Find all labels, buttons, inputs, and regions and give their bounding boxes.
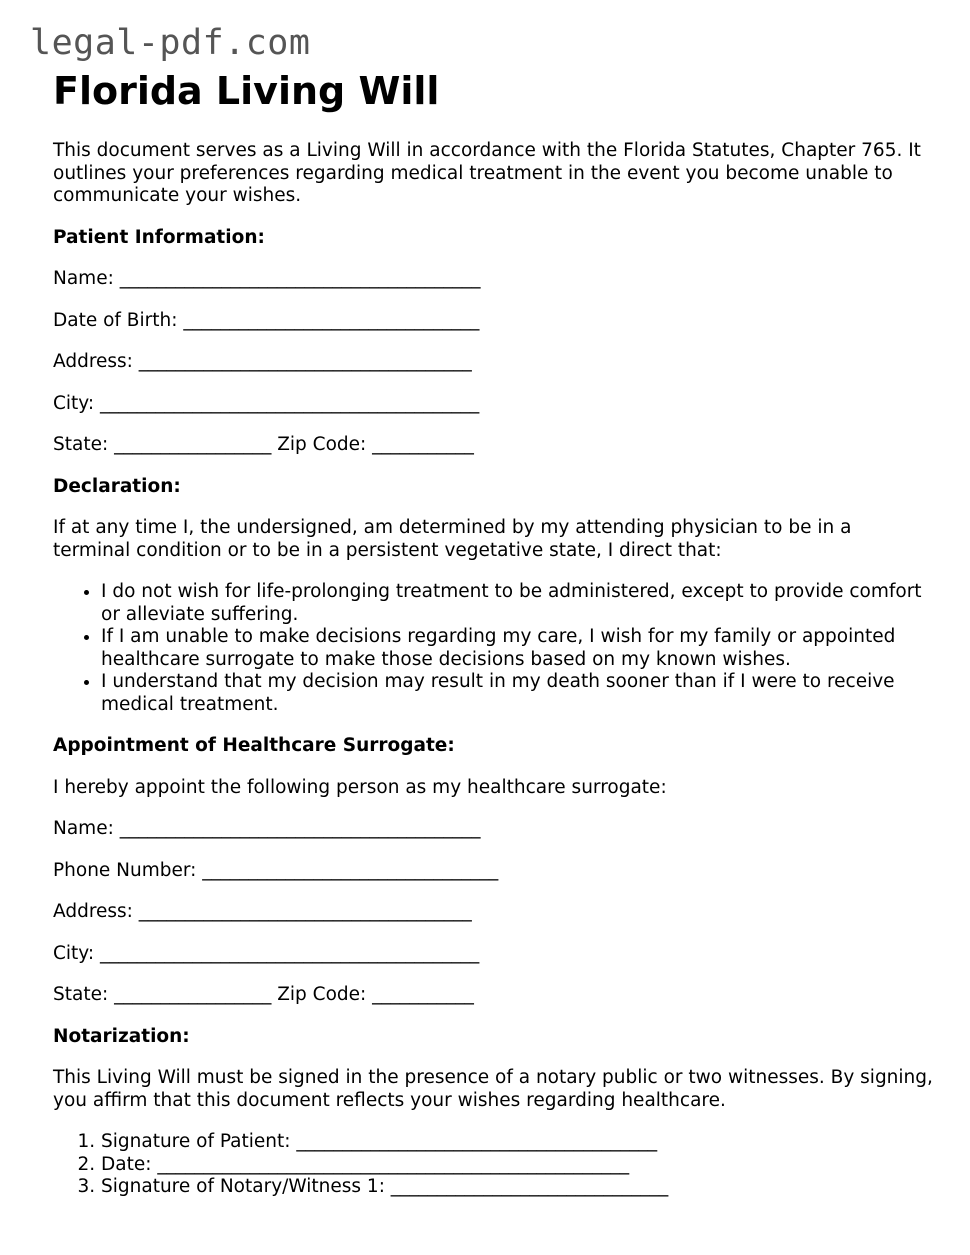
declaration-statement: If at any time I, the undersigned, am determined by my attending physician to be in a terminal condition or to be in a persistent vegetative state, I direct that: [53, 517, 852, 561]
intro-paragraph: This document serves as a Living Will in accordance with the Florida Statutes, Chapter 765. It outlines your preferences regarding medical treatment in the event you become unable to communicate your wishes. [53, 140, 921, 206]
surrogate-address-field[interactable]: Address: ____________________________________ [53, 901, 472, 922]
signature-patient-field[interactable]: 1. Signature of Patient: _______________________________________ [101, 1131, 933, 1154]
patient-dob-field[interactable]: Date of Birth: ________________________________ [53, 309, 480, 331]
patient-address-field[interactable]: Address: ____________________________________ [53, 351, 472, 372]
declaration-item: • If I am unable to make decisions regarding my care, I wish for my family or appointed healthcare surrogate to make those decisions based on my known wishes. [101, 626, 933, 671]
signature-notary-field[interactable]: 3. Signature of Notary/Witness 1: ______________________________ [101, 1176, 933, 1199]
signature-date-field[interactable]: 2. Date: ___________________________________________________ [101, 1154, 933, 1177]
patient-name-field[interactable]: Name: _______________________________________ [53, 268, 481, 289]
document-page [53, 68, 933, 1199]
document-title: Florida Living Will [53, 69, 440, 113]
surrogate-phone-field[interactable]: Phone Number: ________________________________ [53, 859, 499, 881]
surrogate-name-field[interactable]: Name: _______________________________________ [53, 818, 481, 839]
watermark: legal-pdf.com [30, 23, 311, 63]
notarization-heading: Notarization: [53, 1025, 190, 1047]
declaration-list [53, 581, 933, 716]
declaration-item: • I understand that my decision may result in my death sooner than if I were to receive medical treatment. [101, 671, 933, 716]
surrogate-city-field[interactable]: City: _________________________________________ [53, 942, 480, 964]
signature-list [53, 1131, 933, 1199]
declaration-item: • I do not wish for life-prolonging treatment to be administered, except to provide comfort or alleviate suffering. [101, 581, 933, 626]
notarization-statement: This Living Will must be signed in the presence of a notary public or two witnesses. By signing, you affirm that this document reflects your wishes regarding healthcare. [53, 1067, 933, 1111]
surrogate-heading: Appointment of Healthcare Surrogate: [53, 735, 455, 756]
patient-city-field[interactable]: City: _________________________________________ [53, 392, 480, 414]
patient-info-heading: Patient Information: [53, 226, 265, 248]
patient-state-zip-field[interactable]: State: _________________ Zip Code: ___________ [53, 434, 474, 455]
declaration-heading: Declaration: [53, 475, 181, 497]
surrogate-state-zip-field[interactable]: State: _________________ Zip Code: ___________ [53, 984, 474, 1005]
surrogate-statement: I hereby appoint the following person as my healthcare surrogate: [53, 776, 667, 798]
